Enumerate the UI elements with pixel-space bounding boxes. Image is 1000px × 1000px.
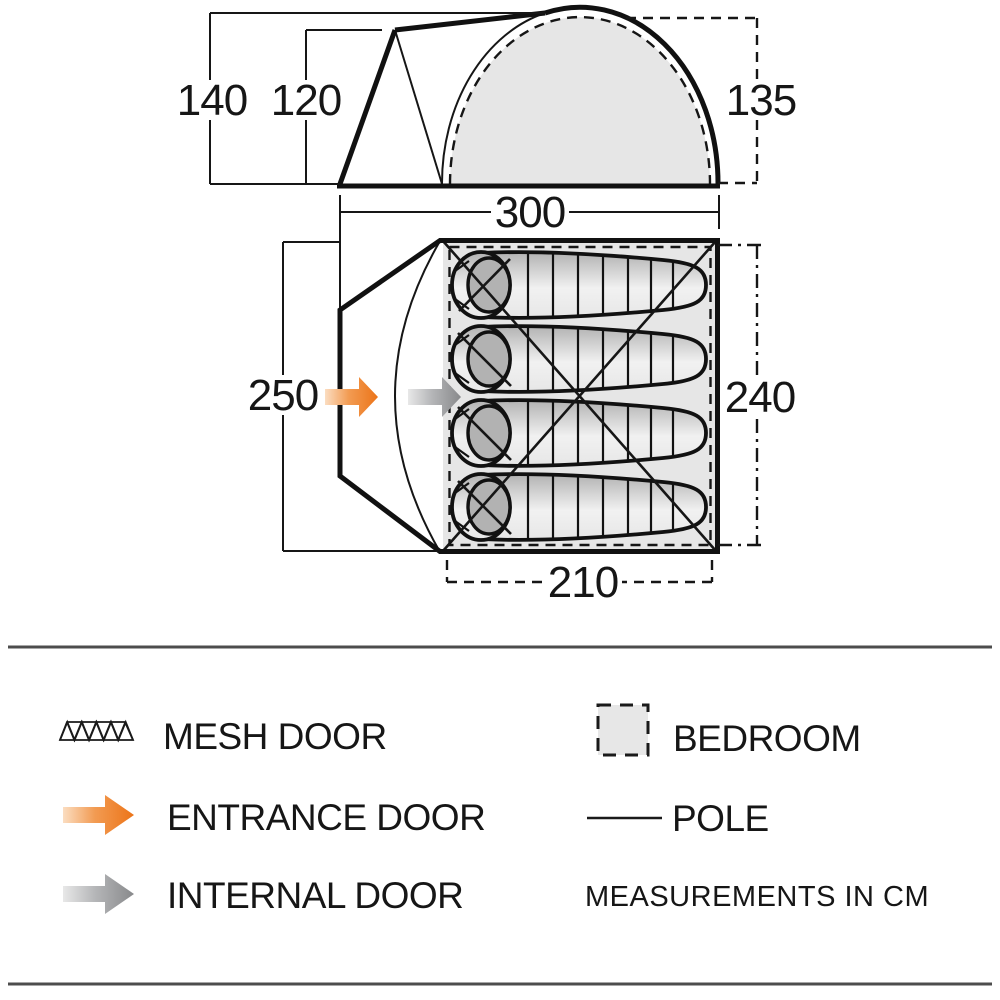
entrance-door-label: ENTRANCE DOOR	[167, 797, 486, 838]
porch-inner-slope	[395, 30, 442, 184]
measurements-note: MEASUREMENTS IN CM	[585, 881, 930, 913]
mesh-door-icon	[60, 722, 133, 740]
pole-label: POLE	[672, 798, 769, 839]
bedroom-swatch-icon	[598, 705, 648, 755]
dim-label-250: 250	[247, 371, 319, 420]
internal-door-label: INTERNAL DOOR	[167, 875, 464, 916]
dim-label-240: 240	[724, 373, 796, 422]
floor-plan-view	[283, 240, 762, 582]
sleeping-bag-4	[452, 474, 706, 540]
dim-label-120: 120	[270, 76, 342, 125]
side-bedroom-fill	[450, 17, 710, 184]
porch-front-slope	[340, 30, 395, 184]
dim-label-140: 140	[176, 76, 248, 125]
sleeping-bag-1	[452, 252, 706, 318]
entrance-arrow-icon	[63, 795, 134, 835]
sleeping-bag-2	[452, 326, 706, 392]
sleeping-bag-3	[452, 400, 706, 466]
entrance-door-arrow-icon	[325, 377, 378, 417]
bedroom-label: BEDROOM	[673, 718, 861, 759]
internal-arrow-icon	[63, 874, 134, 914]
dim-label-300: 300	[494, 188, 566, 237]
dim-label-210: 210	[547, 558, 619, 607]
dim-label-135: 135	[725, 76, 797, 125]
ridge-line	[395, 13, 545, 30]
legend	[8, 647, 992, 984]
mesh-door-label: MESH DOOR	[163, 716, 387, 757]
